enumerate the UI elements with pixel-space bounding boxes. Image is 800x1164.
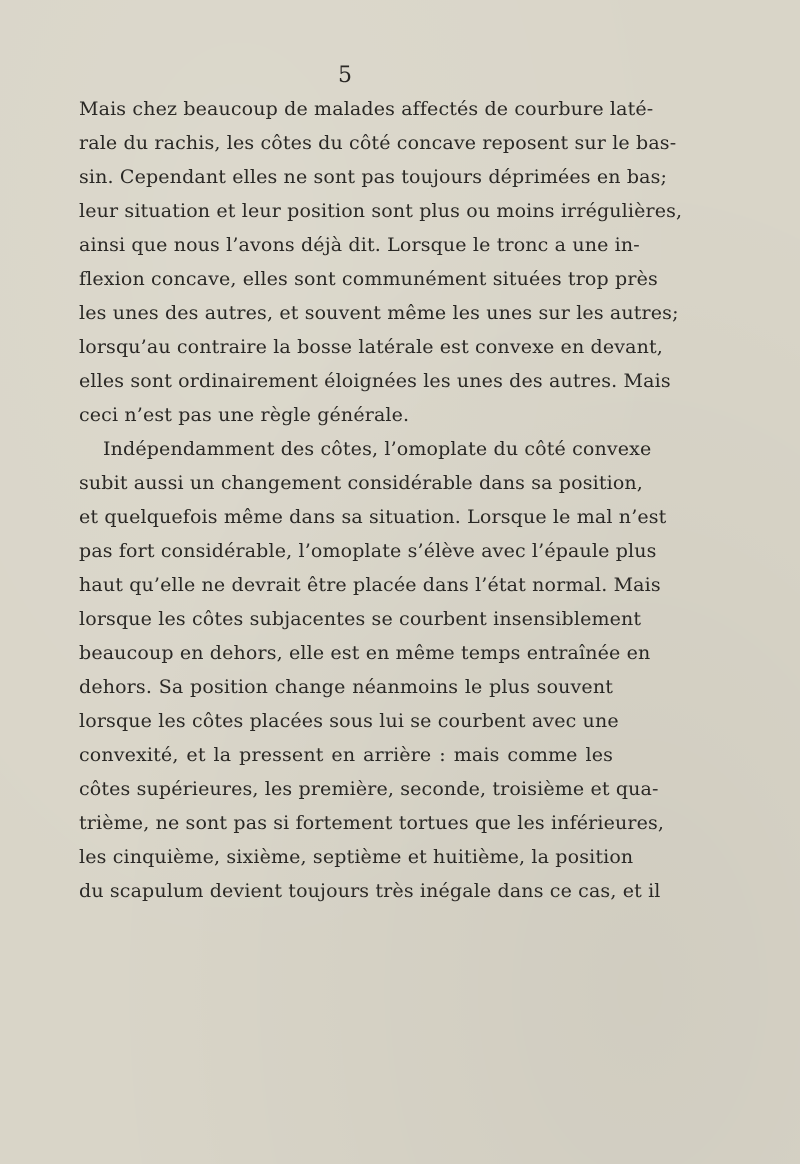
- body-text: [79, 92, 683, 908]
- text-line: pas fort considérable, l’omoplate s’élève avec l’épaule plus: [79, 540, 657, 562]
- text-line: flexion concave, elles sont communément situées trop près: [79, 268, 658, 290]
- text-line: Mais chez beaucoup de malades affectés de courbure laté-: [79, 98, 654, 120]
- text-line: beaucoup en dehors, elle est en même temps entraînée en: [79, 642, 651, 664]
- text-line: ainsi que nous l’avons déjà dit. Lorsque le tronc a une in-: [79, 234, 640, 256]
- text-line: lorsque les côtes subjacentes se courbent insensiblement: [79, 608, 642, 630]
- text-line: lorsqu’au contraire la bosse latérale est convexe en devant,: [79, 336, 663, 358]
- text-line: subit aussi un changement considérable dans sa position,: [79, 472, 643, 494]
- text-line: les unes des autres, et souvent même les unes sur les autres;: [79, 302, 679, 324]
- text-line: lorsque les côtes placées sous lui se courbent avec une: [79, 710, 619, 732]
- text-line: convexité, et la pressent en arrière : mais comme les: [79, 744, 613, 766]
- text-line: côtes supérieures, les première, seconde, troisième et qua-: [79, 778, 659, 800]
- text-line: haut qu’elle ne devrait être placée dans l’état normal. Mais: [79, 574, 661, 596]
- text-line: dehors. Sa position change néanmoins le plus souvent: [79, 676, 613, 698]
- text-line: trième, ne sont pas si fortement tortues que les inférieures,: [79, 812, 665, 834]
- text-line: elles sont ordinairement éloignées les unes des autres. Mais: [79, 370, 671, 392]
- text-line: les cinquième, sixième, septième et huitième, la position: [79, 846, 634, 868]
- page-number: 5: [338, 63, 352, 88]
- text-line: ceci n’est pas une règle générale.: [79, 404, 410, 426]
- text-line: rale du rachis, les côtes du côté concave reposent sur le bas-: [79, 132, 677, 154]
- text-line: et quelquefois même dans sa situation. Lorsque le mal n’est: [79, 506, 667, 528]
- text-line: Indépendamment des côtes, l’omoplate du côté convexe: [103, 438, 652, 460]
- text-line: du scapulum devient toujours très inégale dans ce cas, et il: [79, 880, 661, 902]
- text-line: sin. Cependant elles ne sont pas toujours déprimées en bas;: [79, 166, 668, 188]
- text-line: leur situation et leur position sont plus ou moins irrégulières,: [79, 200, 683, 222]
